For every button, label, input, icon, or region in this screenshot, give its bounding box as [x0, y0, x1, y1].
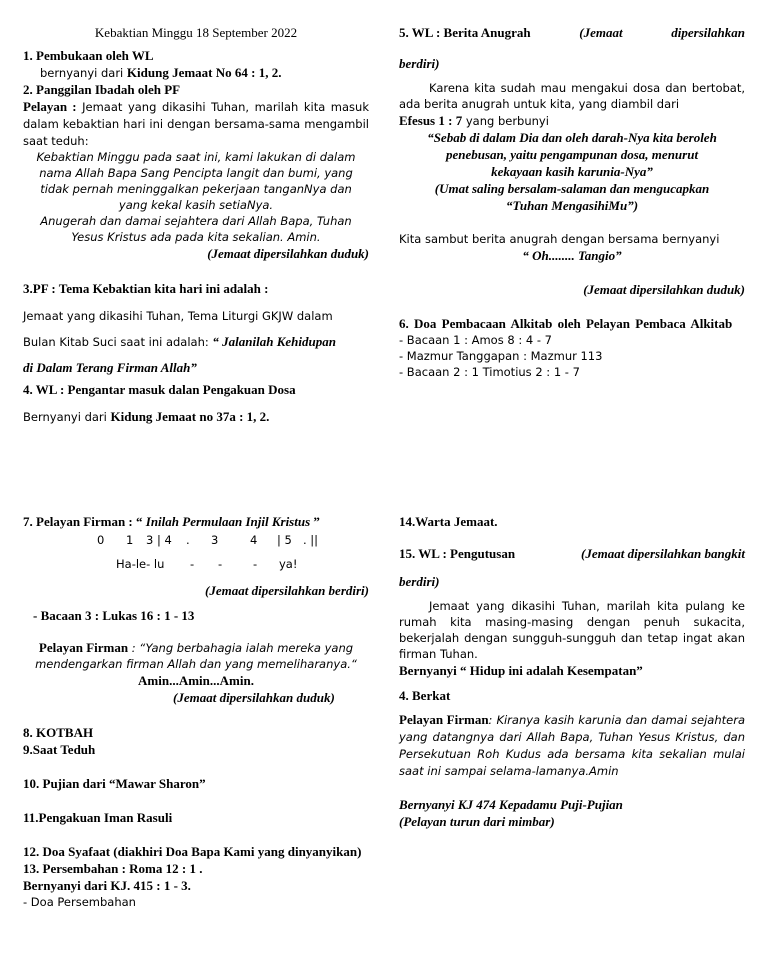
s2-italic-line: nama Allah Bapa Sang Pencipta langit dan bumi, yang [39, 166, 353, 180]
s1-song: Kidung Jemaat No 64 : 1, 2. [126, 65, 282, 80]
s3-line2-pre: Bulan Kitab Suci saat ini adalah: [23, 335, 213, 349]
s5-ref-line [399, 112, 745, 129]
item-13-sing: Bernyanyi dari KJ. 415 : 1 - 3. [23, 878, 191, 893]
item-14: 14.Warta Jemaat. [399, 514, 498, 529]
s6-reading: - Bacaan 2 : 1 Timotius 2 : 1 - 7 [399, 365, 580, 379]
s2-italic-line: tidak pernah meninggalkan pekerjaan tanganNya dan [40, 182, 352, 196]
s1-heading: 1. Pembukaan oleh WL [23, 48, 154, 63]
s5-quote-line: kekayaan kasih karunia-Nya” [491, 164, 653, 179]
s5-note: (Jemaat dipersilahkan duduk) [583, 282, 745, 297]
s4b-text [399, 711, 745, 779]
s5-quote-line: “Sebab di dalam Dia dan oleh darah-Nya kita beroleh [427, 130, 717, 145]
s15-note: (Jemaat dipersilahkan bangkit [581, 546, 745, 561]
s5-song: “ Oh........ Tangio” [522, 248, 622, 263]
s7-quote-a: : “Yang berbahagia ialah mereka yang [128, 641, 354, 655]
notation-token: . [186, 533, 190, 547]
page-title: Kebaktian Minggu 18 September 2022 [94, 25, 298, 40]
s7-notation [23, 532, 369, 550]
s7-note-stand: (Jemaat dipersilahkan berdiri) [205, 583, 369, 598]
s2-body: Jemaat yang dikasihi Tuhan, marilah kita masuk dalam kebaktian hari ini dengan bersama-sama mengambil saat teduh: [23, 100, 369, 148]
s1-sing-pre: bernyanyi dari [40, 66, 127, 80]
item-13-prayer: - Doa Persembahan [23, 895, 136, 909]
syllable: ya! [279, 557, 298, 571]
s4b-role: Pelayan Firman [399, 712, 489, 727]
s7-note-sit: (Jemaat dipersilahkan duduk) [173, 690, 335, 705]
s5-quote [399, 129, 745, 214]
right-bottom-column [399, 513, 745, 830]
s7-amen: Amin...Amin...Amin. [138, 673, 254, 688]
s7-heading-post: ” [310, 514, 320, 529]
s3-line1: Jemaat yang dikasihi Tuhan, Tema Liturgi GKJW dalam [23, 309, 333, 323]
s15-sing: Bernyanyi “ Hidup ini adalah Kesempatan” [399, 663, 643, 678]
s4b-heading: 4. Berkat [399, 688, 451, 703]
s7-reading: - Bacaan 3 : Lukas 16 : 1 - 13 [33, 608, 195, 623]
s2-text [23, 98, 369, 149]
s4-sing-pre: Bernyanyi dari [23, 410, 111, 424]
s7-role: Pelayan Firman [38, 640, 129, 655]
s4-song: Kidung Jemaat no 37a : 1, 2. [110, 409, 270, 424]
s2-italic-line: yang kekal kasih setiaNya. [118, 198, 274, 212]
notation-token: 1 [126, 533, 134, 547]
syllable: Ha-le- lu [116, 557, 165, 571]
s2-italic-line: Anugerah dan damai sejahtera dari Allah Bapa, Tuhan [40, 214, 352, 228]
item-11: 11.Pengakuan Iman Rasuli [23, 810, 173, 825]
s1-sing [23, 64, 369, 81]
s5-sing: Kita sambut berita anugrah dengan bersama bernyanyi [399, 232, 720, 246]
syllable: - [218, 557, 223, 571]
notation-token: 4 [250, 533, 258, 547]
s5-ref: Efesus 1 : 7 [399, 113, 463, 128]
s5-greet-line: (Umat saling bersalam-salaman dan mengucapkan [434, 181, 710, 196]
s5-p1: Karena kita sudah mau mengakui dosa dan bertobat, ada berita anugrah untuk kita, yang diambil dari [399, 81, 745, 111]
s6-heading: 6. Doa Pembacaan Alkitab oleh Pelayan Pembaca Alkitab [399, 316, 733, 331]
s7-heading-title: Inilah Permulaan Injil Kristus [145, 514, 311, 529]
s6-reading: - Mazmur Tanggapan : Mazmur 113 [399, 349, 603, 363]
notation-token: 3 [211, 533, 219, 547]
s2-heading: 2. Panggilan Ibadah oleh PF [23, 82, 181, 97]
right-top-column [399, 24, 745, 380]
s7-quote-line1 [23, 639, 369, 656]
s5-heading: 5. WL : Berita Anugrah [399, 25, 531, 40]
s3-line2 [23, 333, 369, 350]
left-bottom-column [23, 513, 369, 910]
s15-p: Jemaat yang dikasihi Tuhan, marilah kita pulang ke rumah kita masing-masing dengan penuh sukacita, bekerjalah dengan sungguh-sungguh dan tetap ingat akan firman Tuhan. [399, 599, 745, 661]
s5-heading-row [399, 24, 745, 41]
s4b-sing: Bernyanyi KJ 474 Kepadamu Puji-Pujian [399, 797, 623, 812]
s4-sing [23, 408, 369, 425]
notation-token: 0 [97, 533, 105, 547]
s4b-closing: (Pelayan turun dari mimbar) [399, 814, 555, 829]
s7-heading-pre: 7. Pelayan Firman : “ [23, 514, 146, 529]
s7-syllables [23, 556, 369, 574]
s2-italic-block [23, 149, 369, 245]
item-8: 8. KOTBAH [23, 725, 94, 740]
left-top-column [23, 22, 369, 425]
s2-italic-line: Yesus Kristus ada pada kita sekalian. Amin. [71, 230, 321, 244]
s5-note-b: dipersilahkan [671, 25, 745, 40]
s5-note-c: berdiri) [399, 56, 440, 71]
s3-theme: “ Jalanilah Kehidupan [212, 334, 336, 349]
s3-line3: di Dalam Terang Firman Allah” [23, 360, 197, 375]
s15-note2: berdiri) [399, 574, 440, 589]
s5-ref-rest: yang berbunyi [462, 114, 549, 128]
s7-heading [23, 513, 369, 530]
s2-note: (Jemaat dipersilahkan duduk) [207, 246, 369, 261]
s15-heading: 15. WL : Pengutusan [399, 546, 516, 561]
item-13: 13. Persembahan : Roma 12 : 1 . [23, 861, 203, 876]
s2-role: Pelayan : [23, 99, 77, 114]
notation-token: 3 | 4 [146, 533, 172, 547]
s15-heading-row [399, 545, 745, 562]
syllable: - [190, 557, 195, 571]
s4-heading: 4. WL : Pengantar masuk dalan Pengakuan Dosa [23, 382, 296, 397]
notation-token: | 5 [277, 533, 292, 547]
s7-quote-b: mendengarkan firman Allah dan yang memeliharanya.“ [35, 657, 357, 671]
s5-greet-line: “Tuhan MengasihiMu”) [505, 198, 639, 213]
notation-token: . || [303, 533, 319, 547]
s6-readings [399, 332, 745, 380]
syllable: - [253, 557, 258, 571]
s3-heading: 3.PF : Tema Kebaktian kita hari ini adalah : [23, 281, 269, 296]
item-9: 9.Saat Teduh [23, 742, 96, 757]
s5-quote-line: penebusan, yaitu pengampunan dosa, menurut [445, 147, 699, 162]
s6-reading: - Bacaan 1 : Amos 8 : 4 - 7 [399, 333, 552, 347]
item-12: 12. Doa Syafaat (diakhiri Doa Bapa Kami yang dinyanyikan) [23, 844, 362, 859]
s4b-body: : Kiranya kasih karunia dan damai sejahtera yang datangnya dari Allah Bapa, Tuhan Yesus Kristus, dan Persekutuan Roh Kudus ada bersama kita sekalian mulai saat ini sampai selama-lamanya.Amin [399, 713, 745, 778]
s2-italic-line: Kebaktian Minggu pada saat ini, kami lakukan di dalam [36, 150, 356, 164]
s5-note-a: (Jemaat [579, 25, 623, 40]
item-10: 10. Pujian dari “Mawar Sharon” [23, 776, 206, 791]
